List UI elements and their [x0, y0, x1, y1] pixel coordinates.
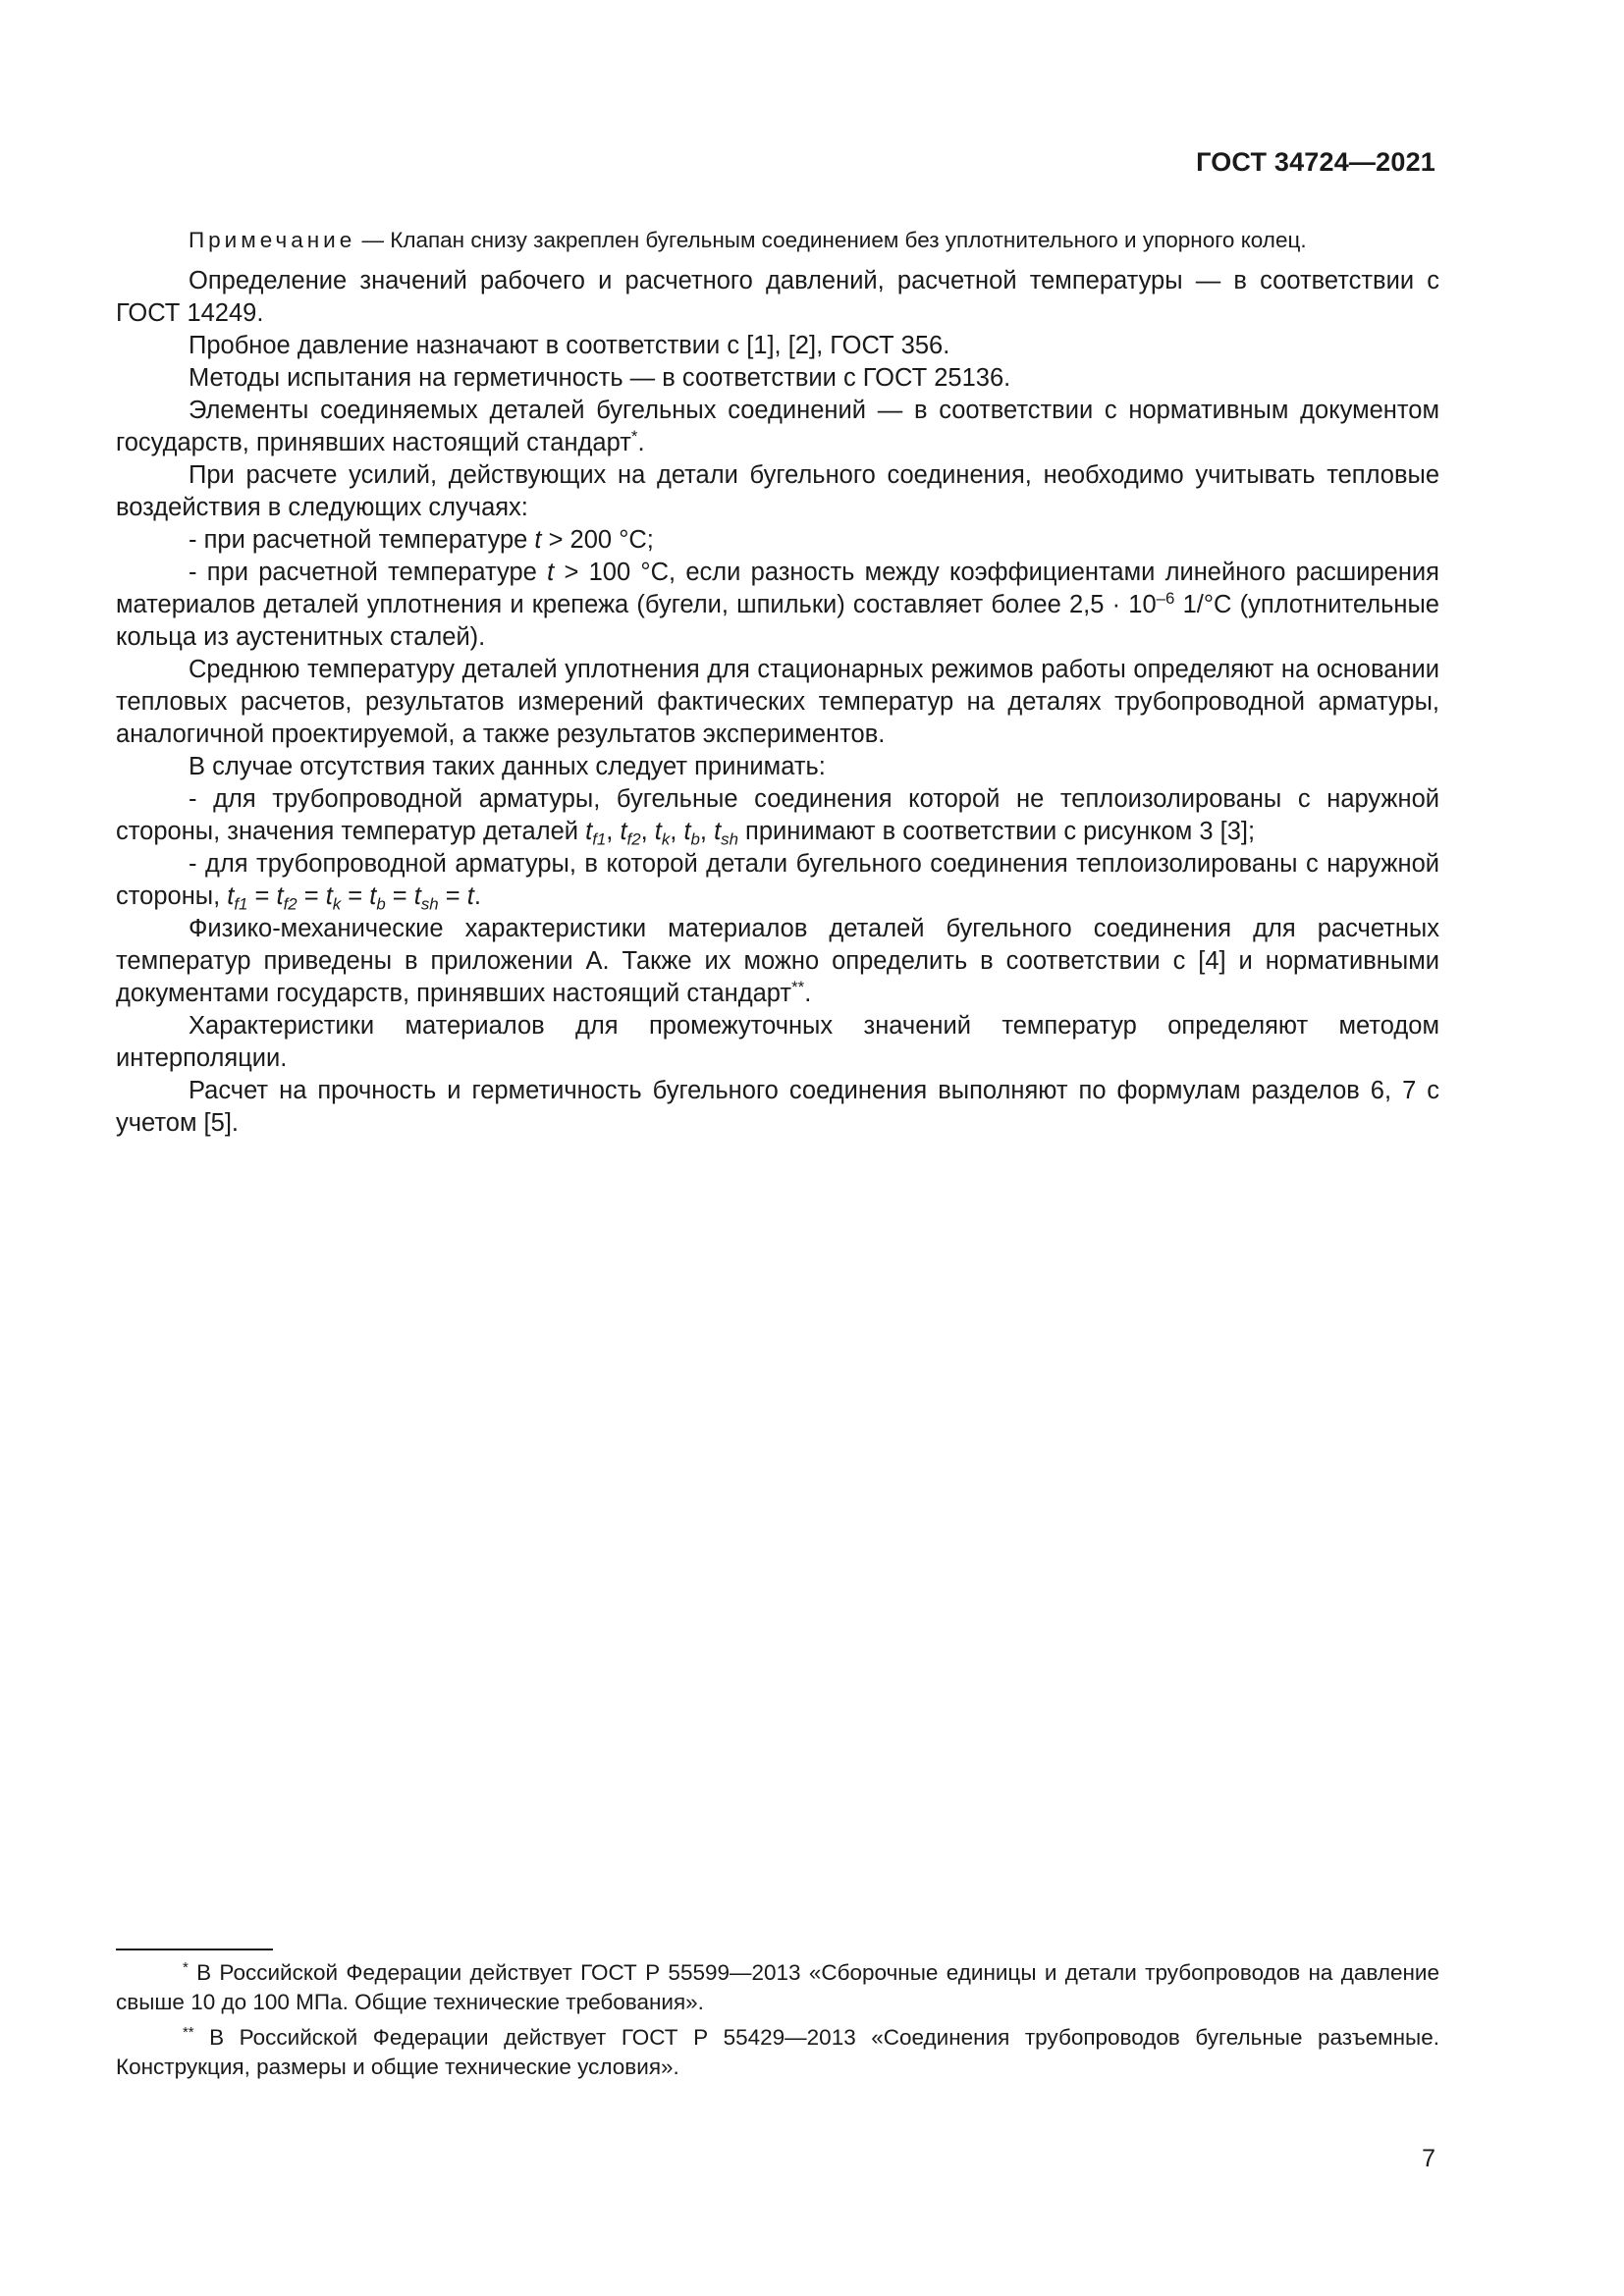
paragraph-elements-text: Элементы соединяемых деталей бугельных соединений — в соответствии с нормативным документом государств, принявших настоящий стандарт [116, 397, 1439, 456]
paragraph-strength-calculation: Расчет на прочность и герметичность бугельного соединения выполняют по формулам разделов 6, 7 с учетом [5]. [116, 1077, 1439, 1137]
footnote-1-mark: * [183, 1959, 189, 1976]
paragraph-thermal-effects: При расчете усилий, действующих на детали бугельного соединения, необходимо учитывать тепловые воздействия в следующих случаях: [116, 461, 1439, 521]
list-item-insulated: - для трубопроводной арматуры, в которой детали бугельного соединения теплоизолированы с наружной стороны, $t_{f1} = t_{f2} = t_k = t_b = t_{sh} = t$. [116, 850, 1439, 914]
var-t-f1: $t_{f1}$ [227, 882, 248, 914]
paragraph-elements-end: . [637, 429, 645, 456]
note-paragraph [116, 226, 1439, 255]
var-t-b: $t_b$ [369, 882, 386, 914]
list-item-insulated-a: - для трубопроводной арматуры, в которой детали бугельного соединения теплоизолированы с наружной стороны, [116, 850, 1439, 910]
footnote-ref-2: ** [791, 977, 805, 996]
var-t-f2: $t_{f2}$ [620, 818, 641, 849]
var-t-k: $t_k$ [654, 818, 671, 849]
footnote-1 [116, 1958, 1439, 2017]
list-item-100 [116, 557, 1439, 654]
var-t-k: $t_k$ [325, 882, 342, 914]
document-header: ГОСТ 34724—2021 [1196, 147, 1435, 177]
var-t-sh: $t_{sh}$ [413, 882, 439, 914]
var-t-sh: $t_{sh}$ [714, 818, 738, 849]
footnotes [116, 1949, 1439, 2088]
list-item-200-a: - при расчетной температуре [189, 526, 535, 554]
paragraph-interpolation: Характеристики материалов для промежуточных значений температур определяют методом интерполяции. [116, 1012, 1439, 1072]
paragraph-material-properties-text: Физико-механические характеристики материалов деталей бугельного соединения для расчетных температур приведены в приложении А. Также их можно определить в соответствии с [4] и нормативными документами государств, принявших настоящий стандарт [116, 915, 1439, 1007]
list-item-100-b: > 100 °С, если разность между коэффициентами линейного расширения материалов деталей уплотнения и крепежа (бугели, шпильки) составляет более 2,5 · 10 [116, 559, 1439, 618]
note-text: — Клапан снизу закреплен бугельным соединением без уплотнительного и упорного колец. [355, 228, 1307, 252]
list-item-not-insulated-a: - для трубопроводной арматуры, бугельные соединения которой не теплоизолированы с наружной стороны, значения температур деталей [116, 785, 1439, 845]
footnote-divider [116, 1949, 273, 1950]
list-item-200-b: > 200 °С; [541, 526, 654, 554]
paragraph-elements [116, 395, 1439, 459]
var-t-f1: $t_{f1}$ [585, 818, 607, 849]
footnote-1-text: В Российской Федерации действует ГОСТ Р 55599—2013 «Сборочные единицы и детали трубопроводов на давление свыше 10 до 100 МПа. Общие технические требования». [116, 1960, 1439, 2014]
list-item-not-insulated: - для трубопроводной арматуры, бугельные соединения которой не теплоизолированы с наружной стороны, значения температур деталей $t_{f1}$, $t_{f2}$, $t_k$, $t_b$, $t_{sh}$ принимают в соответствии с рисунком 3 [3]; [116, 785, 1439, 849]
paragraph-test-methods: Методы испытания на герметичность — в соответствии с ГОСТ 25136. [189, 364, 1011, 392]
footnote-2-mark: ** [183, 2024, 194, 2041]
var-t-f2: $t_{f2}$ [276, 882, 298, 914]
list-item-200 [116, 524, 1439, 557]
var-t: t [547, 559, 555, 586]
paragraph-material-properties [116, 913, 1439, 1010]
list-item-not-insulated-b: принимают в соответствии с рисунком 3 [3]; [737, 818, 1256, 845]
footnote-2-text: В Российской Федерации действует ГОСТ Р 55429—2013 «Соединения трубопроводов бугельные разъемные. Конструкция, размеры и общие технические условия». [116, 2025, 1439, 2079]
paragraph-test-pressure: Пробное давление назначают в соответствии с [1], [2], ГОСТ 356. [189, 332, 950, 359]
footnote-ref-1: * [630, 426, 638, 446]
paragraph-absence-data: В случае отсутствия таких данных следует принимать: [189, 753, 826, 780]
note-label: Примечание [189, 228, 356, 252]
var-t: t [534, 526, 542, 554]
body-text [116, 226, 1439, 1140]
list-item-insulated-end: . [473, 882, 481, 910]
paragraph-average-temperature: Среднюю температуру деталей уплотнения для стационарных режимов работы определяют на основании тепловых расчетов, результатов измерений фактических температур на деталях трубопроводной арматуры, аналогичной проектируемой, а также результатов экспериментов. [116, 656, 1439, 748]
paragraph-material-properties-end: . [804, 980, 812, 1007]
list-item-100-a: - при расчетной температуре [189, 559, 548, 586]
var-t: t [466, 882, 474, 910]
footnote-2 [116, 2023, 1439, 2082]
paragraph-pressure-definition: Определение значений рабочего и расчетного давлений, расчетной температуры — в соответствии с ГОСТ 14249. [116, 267, 1439, 327]
list-item-100-c: 1/°С (уплотнительные кольца из аустенитных сталей). [116, 591, 1439, 651]
page-number: 7 [1422, 2145, 1435, 2172]
var-t-b: $t_b$ [683, 818, 700, 849]
exponent: –6 [1156, 588, 1175, 608]
